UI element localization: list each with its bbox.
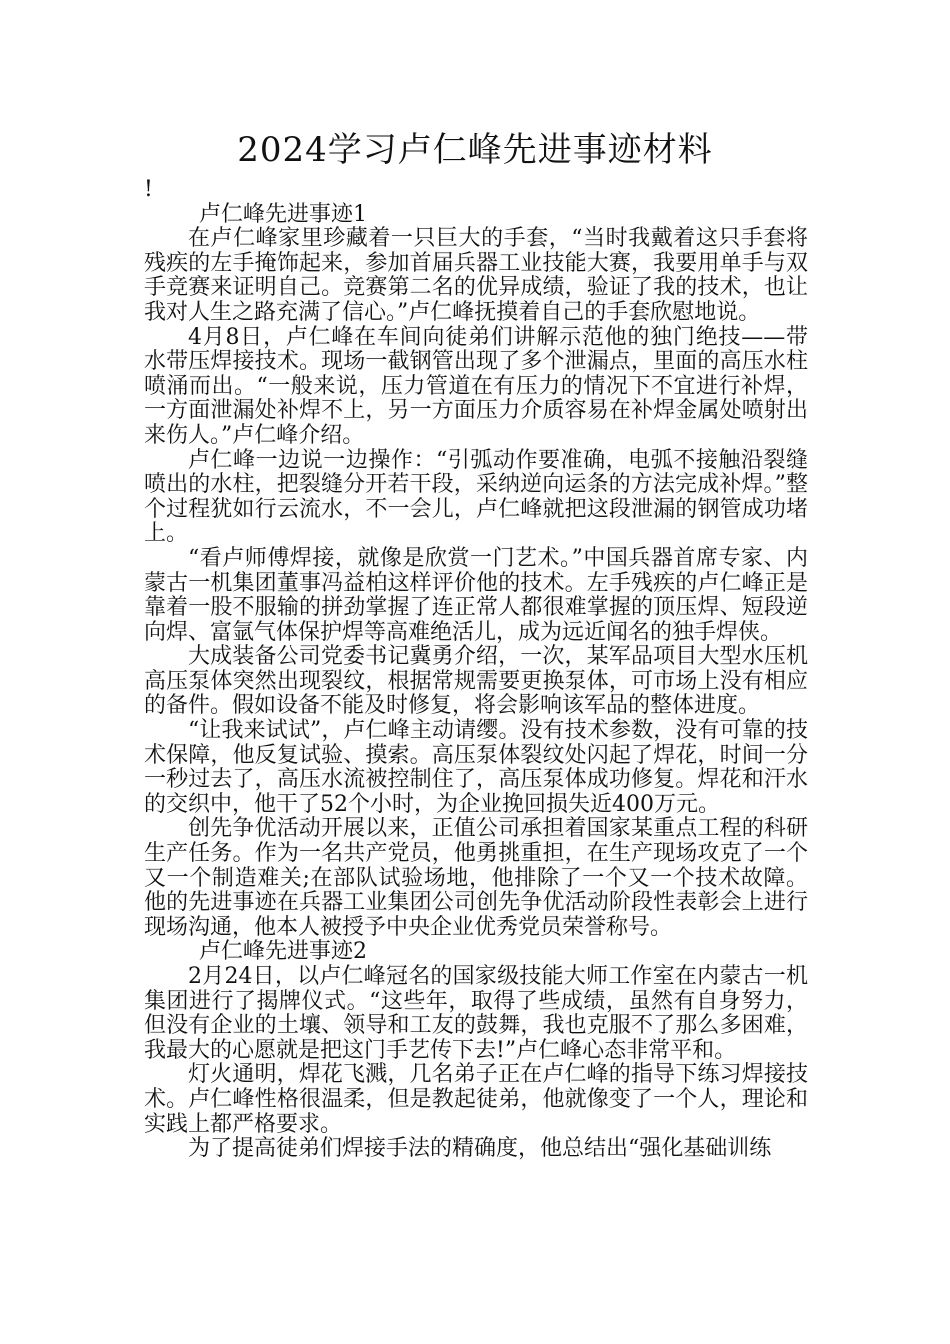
stray-mark: ! xyxy=(144,177,153,202)
paragraph: “看卢师傅焊接，就像是欣赏一门艺术。”中国兵器首席专家、内蒙古一机集团董事冯益柏这样评价他的技术。左手残疾的卢仁峰正是靠着一股不服输的拼劲掌握了连正常人都很难掌握的顶压焊、短段逆向焊、富氩气体保护焊等高难绝活儿，成为远近闻名的独手焊侠。 xyxy=(144,545,808,645)
document-title: 2024学习卢仁峰先进事迹材料 xyxy=(237,130,713,170)
paragraph: “让我来试试”，卢仁峰主动请缨。没有技术参数，没有可靠的技术保障，他反复试验、摸索。高压泵体裂纹处闪起了焊花，时间一分一秒过去了，高压水流被控制住了，高压泵体成功修复。焊花和汗水的交织中，他干了52个小时，为企业挽回损失近400万元。 xyxy=(144,718,808,817)
paragraph: 在卢仁峰家里珍藏着一只巨大的手套，“当时我戴着这只手套将残疾的左手掩饰起来，参加首届兵器工业技能大赛，我要用单手与双手竞赛来证明自己。竞赛第二名的优异成绩，验证了我的技术，也让我对人生之路充满了信心。”卢仁峰抚摸着自己的手套欣慰地说。 xyxy=(144,226,808,325)
paragraph: 灯火通明，焊花飞溅，几名弟子正在卢仁峰的指导下练习焊接技术。卢仁峰性格很温柔，但是教起徒弟，他就像变了一个人，理论和实践上都严格要求。 xyxy=(144,1062,808,1137)
paragraph: 卢仁峰一边说一边操作：“引弧动作要准确，电弧不接触沿裂缝喷出的水柱，把裂缝分开若干段，采纳逆向运条的方法完成补焊。”整个过程犹如行云流水，不一会儿，卢仁峰就把这段泄漏的钢管成功堵上。 xyxy=(144,447,808,547)
section-heading-2: 卢仁峰先进事迹2 xyxy=(199,939,367,965)
paragraph: 4月8日，卢仁峰在车间向徒弟们讲解示范他的独门绝技——带水带压焊接技术。现场一截钢管出现了多个泄漏点，里面的高压水柱喷涌而出。“一般来说，压力管道在有压力的情况下不宜进行补焊，一方面泄漏处补焊不上，另一方面压力介质容易在补焊金属处喷射出来伤人。”卢仁峰介绍。 xyxy=(144,324,808,448)
paragraph: 创先争优活动开展以来，正值公司承担着国家某重点工程的科研生产任务。作为一名共产党员，他勇挑重担，在生产现场攻克了一个又一个制造难关;在部队试验场地，他排除了一个又一个技术故障。他的先进事迹在兵器工业集团公司创先争优活动阶段性表彰会上进行现场沟通，他本人被授予中央企业优秀党员荣誉称号。 xyxy=(144,816,808,940)
document-body xyxy=(144,178,808,1162)
paragraph: 大成装备公司党委书记冀勇介绍，一次，某军品项目大型水压机高压泵体突然出现裂纹，根据常规需要更换泵体，可市场上没有相应的备件。假如设备不能及时修复，将会影响该军品的整体进度。 xyxy=(144,644,808,719)
paragraph: 为了提高徒弟们焊接手法的精确度，他总结出“强化基础训练 xyxy=(188,1136,772,1162)
section-heading-1: 卢仁峰先进事迹1 xyxy=(199,201,367,227)
paragraph: 2月24日，以卢仁峰冠名的国家级技能大师工作室在内蒙古一机集团进行了揭牌仪式。“这些年，取得了些成绩，虽然有自身努力，但没有企业的土壤、领导和工友的鼓舞，我也克服不了那么多困难，我最大的心愿就是把这门手艺传下去!”卢仁峰心态非常平和。 xyxy=(144,964,808,1063)
